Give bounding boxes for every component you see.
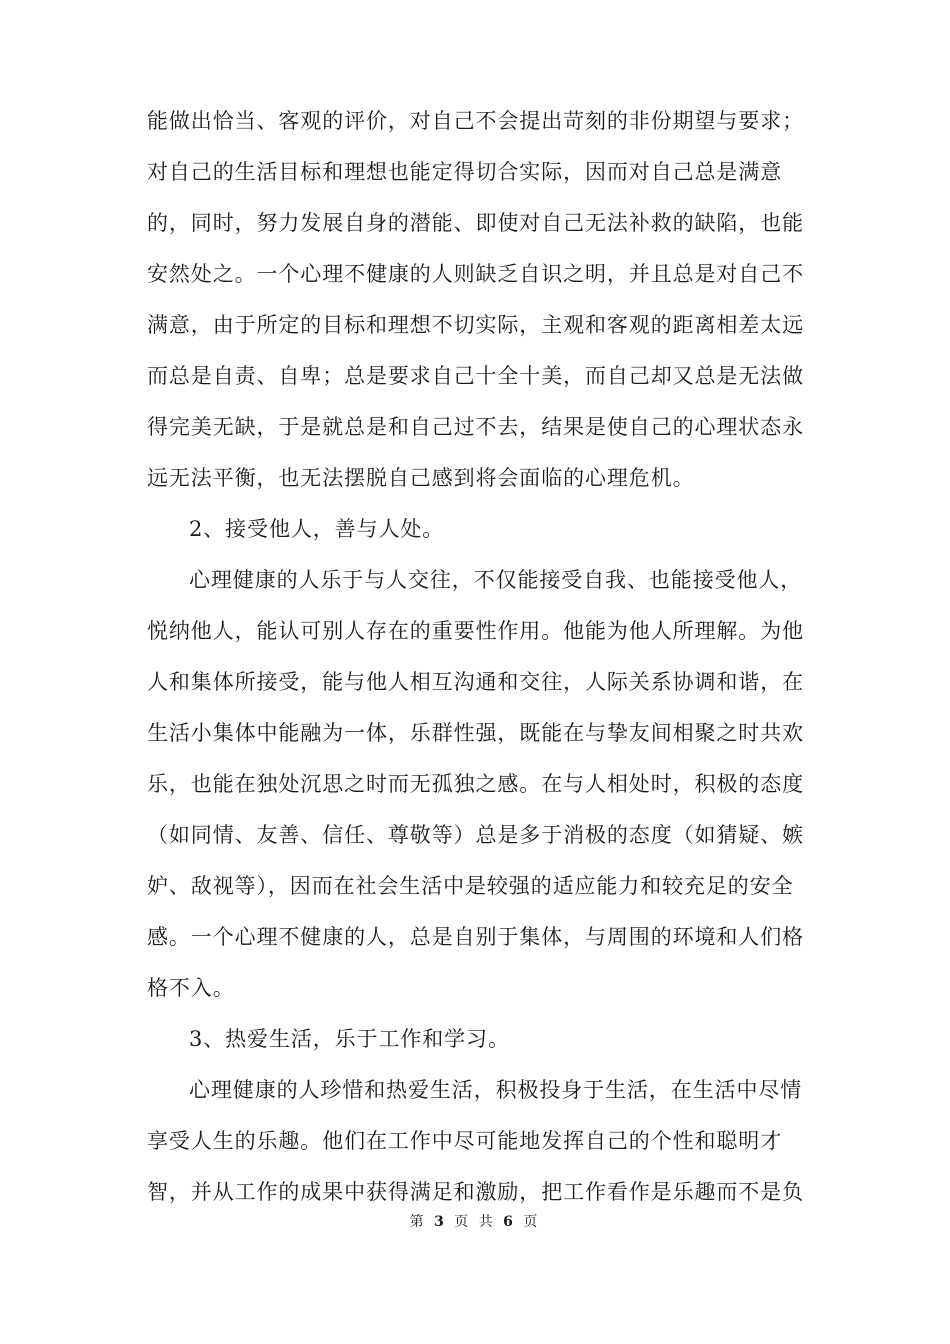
text-line: 能做出恰当、客观的评价，对自己不会提出苛刻的非份期望与要求；	[147, 109, 804, 133]
text-line: 对自己的生活目标和理想也能定得切合实际，因而对自己总是满意	[147, 160, 783, 184]
body-text	[147, 96, 817, 1218]
footer-suffix: 页	[523, 1214, 541, 1230]
text-line: 悦纳他人，能认可别人存在的重要性作用。他能为他人所理解。为他	[147, 619, 804, 643]
total-page-count: 6	[503, 1214, 516, 1230]
text-line: 生活小集体中能融为一体，乐群性强，既能在与挚友间相聚之时共欢	[147, 721, 804, 745]
text-line: 远无法平衡，也无法摆脱自己感到将会面临的心理危机。	[147, 466, 695, 490]
text-line: 得完美无缺，于是就总是和自己过不去，结果是使自己的心理状态永	[147, 415, 804, 439]
text-line: 的，同时，努力发展自身的潜能、即使对自己无法补救的缺陷，也能	[147, 211, 804, 235]
text-line: （如同情、友善、信任、尊敬等）总是多于消极的态度（如猜疑、嫉	[147, 823, 804, 847]
text-line: 心理健康的人乐于与人交往，不仅能接受自我、也能接受他人，	[189, 568, 803, 592]
text-line: 智，并从工作的成果中获得满足和激励，把工作看作是乐趣而不是负	[147, 1180, 804, 1204]
page-footer	[0, 1211, 950, 1231]
section-heading: 2、接受他人，善与人处。	[189, 517, 445, 541]
section-heading: 3、热爱生活，乐于工作和学习。	[189, 1027, 510, 1051]
text-line: 乐，也能在独处沉思之时而无孤独之感。在与人相处时，积极的态度	[147, 772, 804, 796]
text-line: 人和集体所接受，能与他人相互沟通和交往，人际关系协调和谐，在	[147, 670, 804, 694]
current-page-number: 3	[434, 1214, 447, 1230]
text-line: 格不入。	[147, 976, 235, 1000]
text-line: 心理健康的人珍惜和热爱生活，积极投身于生活，在生活中尽情	[189, 1078, 803, 1102]
text-line: 感。一个心理不健康的人，总是自别于集体，与周围的环境和人们格	[147, 925, 804, 949]
text-line: 享受人生的乐趣。他们在工作中尽可能地发挥自己的个性和聪明才	[147, 1129, 783, 1153]
footer-prefix: 第	[409, 1214, 427, 1230]
footer-middle: 页 共	[454, 1214, 496, 1230]
text-line: 安然处之。一个心理不健康的人则缺乏自识之明，并且总是对自己不	[147, 262, 804, 286]
text-line: 而总是自责、自卑；总是要求自己十全十美，而自己却又总是无法做	[147, 364, 804, 388]
text-line: 妒、敌视等），因而在社会生活中是较强的适应能力和较充足的安全	[147, 874, 794, 898]
text-line: 满意，由于所定的目标和理想不切实际，主观和客观的距离相差太远	[147, 313, 804, 337]
